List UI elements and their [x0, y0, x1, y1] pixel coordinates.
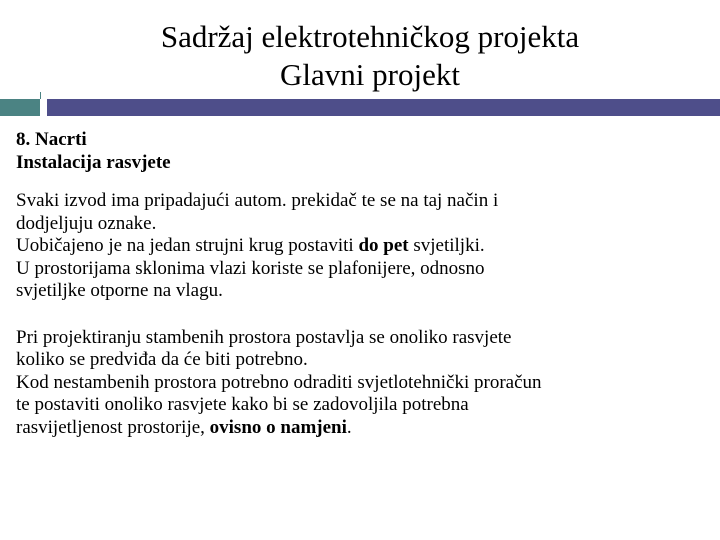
paragraph-line: svjetiljke otporne na vlagu. [16, 280, 223, 301]
paragraph-line: dodjeljuju oznake. [16, 212, 157, 234]
decorative-bar-gap [40, 99, 47, 116]
paragraph-line: Svaki izvod ima pripadajući autom. prekidač te se na taj način i [16, 190, 499, 211]
text-run: . [346, 416, 352, 438]
title-line-1: Sadržaj elektrotehničkog projekta [160, 19, 580, 54]
slide-title [0, 18, 720, 94]
slide-body [16, 129, 716, 439]
text-run: rasvijetljenost prostorije, [16, 416, 210, 438]
text-run: svjetiljki. [408, 235, 485, 256]
subsection-heading: Instalacija rasvjete [16, 151, 171, 173]
title-line-2: Glavni projekt [280, 57, 460, 92]
decorative-bar-left [0, 99, 40, 116]
emphasis-text: ovisno o namjeni [209, 416, 347, 438]
paragraph-line: koliko se predviđa da će biti potrebno. [16, 349, 308, 370]
section-heading: 8. Nacrti [16, 129, 87, 150]
paragraph-line: U prostorijama sklonima vlazi koriste se plafonijere, odnosno [16, 257, 485, 279]
decorative-line [40, 92, 41, 99]
emphasis-text: do pet [358, 235, 409, 256]
paragraph-line [16, 235, 716, 258]
paragraph-line [16, 417, 716, 440]
text-run: Uobičajeno je na jedan strujni krug postaviti [16, 235, 359, 256]
paragraph-line: te postaviti onoliko rasvjete kako bi se zadovoljila potrebna [16, 394, 469, 415]
decorative-bar-right [47, 99, 720, 116]
paragraph-line: Kod nestambenih prostora potrebno odraditi svjetlotehnički proračun [16, 371, 542, 393]
paragraph-line: Pri projektiranju stambenih prostora postavlja se onoliko rasvjete [16, 326, 512, 348]
